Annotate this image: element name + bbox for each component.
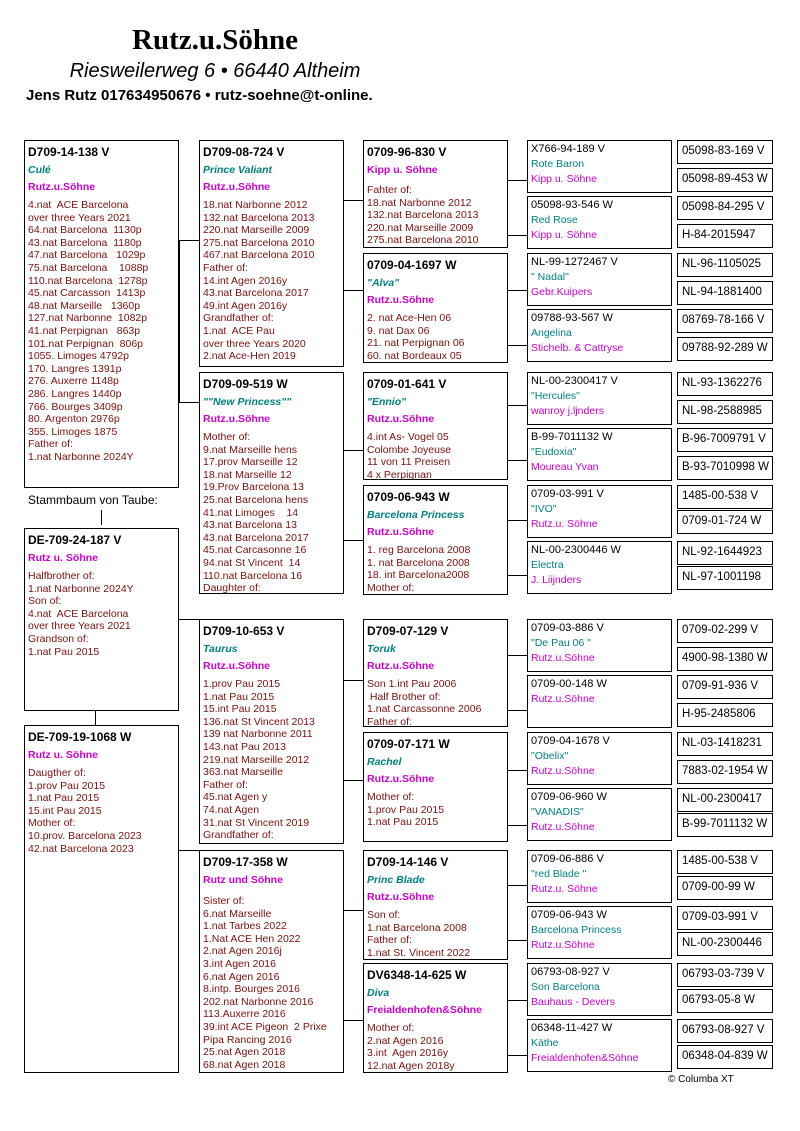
- gen3-card: X766-94-189 V Rote Baron Kipp u. Söhne: [527, 140, 672, 193]
- gen4-ring: 4900-98-1380 W: [677, 647, 773, 671]
- gen4-ring: 7883-02-1954 W: [677, 760, 773, 784]
- breeder-contact: Jens Rutz 017634950676 • rutz-soehne@t-online.: [26, 87, 373, 104]
- gen1-card: D709-10-653 V Taurus Rutz.u.Söhne 1.prov Pau 2015 1.nat Pau 2015 15.int Pau 2015 136.nat St Vincent 2013 139 nat Narbonne 2011 143.nat Pau 2013 219.nat Marseille 2012 363.nat Marseille Father of: 45.nat Agen y 74.nat Agen 31.nat St Vincent 2019 Grandfather of:: [199, 619, 344, 844]
- gen4-ring: 05098-83-169 V: [677, 140, 773, 164]
- result-line: 43.nat Barcelona 1180p: [28, 236, 142, 249]
- gen4-ring: 0709-02-299 V: [677, 619, 773, 643]
- gen4-ring: 1485-00-538 V: [677, 850, 773, 874]
- result-line: 47.nat Barcelona 1029p: [28, 249, 146, 262]
- gen4-ring: 0709-01-724 W: [677, 510, 773, 534]
- result-line: 80. Argenton 2976p: [28, 413, 120, 426]
- results: Daugther of: 1.prov Pau 2015 1.nat Pau 2015 15.int Pau 2015 Mother of: 10.prov. Barcelona 2023 42.nat Barcelona 2023: [28, 767, 142, 855]
- result-line: 4.nat ACE Barcelona: [28, 199, 129, 211]
- result-line: 1.nat Narbonne 2024Y: [28, 450, 134, 463]
- gen4-ring: 05098-84-295 V: [677, 196, 773, 220]
- gen2-card: 0709-07-171 W Rachel Rutz.u.Söhne Mother of: 1.prov Pau 2015 1.nat Pau 2015: [363, 732, 508, 842]
- ring-number: DE-709-19-1068 W: [28, 730, 132, 744]
- gen4-ring: NL-98-2588985: [677, 400, 773, 424]
- gen4-ring: 08769-78-166 V: [677, 309, 773, 333]
- gen4-ring: NL-00-2300417: [677, 788, 773, 812]
- gen4-ring: 1485-00-538 V: [677, 485, 773, 509]
- gen4-ring: B-93-7010998 W: [677, 456, 773, 480]
- gen4-ring: NL-93-1362276: [677, 372, 773, 396]
- gen4-ring: NL-92-1644923: [677, 541, 773, 565]
- gen4-ring: 0709-00-99 W: [677, 876, 773, 900]
- result-line: 286. Langres 1440p: [28, 387, 122, 400]
- gen3-card: 06348-11-427 W Käthe Freialdenhofen&Söhne: [527, 1019, 672, 1072]
- result-line: 276. Auxerre 1148p: [28, 375, 119, 388]
- result-line: 127.nat Narbonne 1082p: [28, 312, 148, 325]
- gen2-card: 0709-04-1697 W "Alva" Rutz.u.Söhne 2. nat Ace-Hen 06 9. nat Dax 06 21. nat Perpignan 06 60. nat Bordeaux 05: [363, 253, 508, 363]
- gen4-ring: NL-96-1105025: [677, 253, 773, 277]
- pigeon-name: Culé: [28, 164, 51, 176]
- gen1-card: D709-17-358 W Rutz und Söhne Sister of: 6.nat Marseille 1.nat Tarbes 2022 1.Nat ACE Hen 2022 2.nat Agen 2016j 3.int Agen 2016 6.nat Agen 2016 8.intp. Bourges 2016 202.nat Narbonne 2016 113.Auxerre 2016 39.int ACE Pigeon 2 Prixe Pipa Rancing 2016 25.nat Agen 2018 68.nat Agen 2018: [199, 850, 344, 1073]
- result-line: over three Years 2021: [28, 211, 131, 224]
- gen3-card: 05098-93-546 W Red Rose Kipp u. Söhne: [527, 196, 672, 249]
- gen4-ring: 0709-03-991 V: [677, 906, 773, 930]
- gen2-card: 0709-96-830 V Kipp u. Söhne Fahter of: 18.nat Narbonne 2012 132.nat Barcelona 2013 220.nat Marseille 2009 275.nat Barcelona 2010: [363, 140, 508, 248]
- results: [28, 199, 178, 463]
- result-line: Father of:: [28, 438, 73, 451]
- gen2-card: 0709-01-641 V "Ennio" Rutz.u.Söhne 4.int As- Vogel 05 Colombe Joyeuse 11 von 11 Preisen 4 x Perpignan: [363, 372, 508, 480]
- gen3-card: 0709-06-943 W Barcelona Princess Rutz.u.Söhne: [527, 906, 672, 959]
- result-line: 45.nat Carcasson 1413p: [28, 287, 146, 300]
- results: Halfbrother of: 1.nat Narbonne 2024Y Son of: 4.nat ACE Barcelona over three Years 2021 Grandson of: 1.nat Pau 2015: [28, 570, 134, 658]
- pigeon-name: Rutz u. Söhne: [28, 552, 98, 564]
- gen4-ring: 09788-92-289 W: [677, 337, 773, 361]
- gen4-ring: 06793-05-8 W: [677, 989, 773, 1013]
- gen2-card: D709-07-129 V Toruk Rutz.u.Söhne Son 1.int Pau 2006 Half Brother of: 1.nat Carcassonne 2006 Father of:: [363, 619, 508, 727]
- gen3-card: NL-99-1272467 V " Nadal" Gebr.Kuipers: [527, 253, 672, 306]
- result-line: 110.nat Barcelona 1278p: [28, 274, 148, 287]
- gen3-card: 0709-03-991 V "IVO" Rutz.u. Söhne: [527, 485, 672, 538]
- gen3-card: 0709-06-960 W "VANADIS" Rutz.u.Söhne: [527, 788, 672, 841]
- gen4-ring: H-95-2485806: [677, 703, 773, 727]
- gen1-card: D709-08-724 V Prince Valiant Rutz.u.Söhne 18.nat Narbonne 2012 132.nat Barcelona 2013 220.nat Marseille 2009 275.nat Barcelona 2010 467.nat Barcelona 2010 Father of: 14.int Agen 2016y 43.nat Barcelona 2017 49.int Agen 2016y Grandfather of: 1.nat ACE Pau over three Years 2020 2.nat Ace-Hen 2019: [199, 140, 344, 367]
- breeder-name: Rutz.u.Söhne: [132, 24, 298, 56]
- result-line: 48.nat Marseille 1360p: [28, 299, 141, 312]
- gen3-card: NL-00-2300417 V "Hercules" wanroy j.ljnders: [527, 372, 672, 425]
- result-line: 101.nat Perpignan 806p: [28, 337, 144, 350]
- gen4-ring: NL-00-2300446: [677, 932, 773, 956]
- ring-number: DE-709-24-187 V: [28, 533, 122, 547]
- subject-pigeon-card: [24, 140, 179, 488]
- gen2-card: 0709-06-943 W Barcelona Princess Rutz.u.Söhne 1. reg Barcelona 2008 1. nat Barcelona 2008 18. int Barcelona2008 Mother of:: [363, 485, 508, 595]
- gen3-card: NL-00-2300446 W Electra J. Liijnders: [527, 541, 672, 594]
- result-line: 1055. Limoges 4792p: [28, 350, 129, 363]
- gen3-card: 0709-04-1678 V "Obelix" Rutz.u.Söhne: [527, 732, 672, 785]
- gen3-card: 0709-06-886 V "red Blade " Rutz.u. Söhne: [527, 850, 672, 903]
- result-line: 355. Limoges 1875: [28, 425, 118, 438]
- gen4-ring: 06793-08-927 V: [677, 1019, 773, 1043]
- result-line: 170. Langres 1391p: [28, 362, 122, 375]
- sire-card: [24, 528, 179, 711]
- gen3-card: B-99-7011132 W "Eudoxia" Moureau Yvan: [527, 428, 672, 481]
- gen4-ring: 0709-91-936 V: [677, 675, 773, 699]
- gen4-ring: 06793-03-739 V: [677, 963, 773, 987]
- dam-card: [24, 725, 179, 1073]
- result-line: 75.nat Barcelona 1088p: [28, 261, 149, 274]
- gen3-card: 09788-93-567 W Angelina Stichelb. & Cattryse: [527, 309, 672, 362]
- gen1-card: D709-09-519 W ""New Princess"" Rutz.u.Söhne Mother of: 9.nat Marseille hens 17.prov Marseille 12 18.nat Marseille 12 19.Prov Barcelona 13 25.nat Barcelona hens 41.nat Limoges 14 43.nat Barcelona 13 43.nat Barcelona 2017 45.nat Carcasonne 16 94.nat St Vincent 14 110.nat Barcelona 16 Daughter of:: [199, 372, 344, 594]
- gen4-ring: H-84-2015947: [677, 224, 773, 248]
- gen3-card: 06793-08-927 V Son Barcelona Bauhaus - Devers: [527, 963, 672, 1016]
- gen2-card: D709-14-146 V Princ Blade Rutz.u.Söhne Son of: 1.nat Barcelona 2008 Father of: 1.nat St. Vincent 2022: [363, 850, 508, 960]
- breeder-address: Riesweilerweg 6 • 66440 Altheim: [69, 60, 361, 82]
- pigeon-name: Rutz u. Söhne: [28, 749, 98, 761]
- result-line: 64.nat Barcelona 1130p: [28, 224, 142, 237]
- gen3-card: 0709-00-148 W Rutz.u.Söhne: [527, 675, 672, 728]
- gen4-ring: B-96-7009791 V: [677, 428, 773, 452]
- gen4-ring: NL-94-1881400: [677, 281, 773, 305]
- result-line: 41.nat Perpignan 863p: [28, 324, 141, 337]
- copyright: © Columba XT: [668, 1074, 734, 1085]
- result-line: 766. Bourges 3409p: [28, 400, 123, 413]
- breeder: Rutz.u.Söhne: [28, 181, 96, 193]
- gen4-ring: 05098-89-453 W: [677, 168, 773, 192]
- gen4-ring: NL-97-1001198: [677, 566, 773, 590]
- gen2-card: DV6348-14-625 W Diva Freialdenhofen&Söhne Mother of: 2.nat Agen 2016 3.int Agen 2016y 12.nat Agen 2018y: [363, 963, 508, 1073]
- gen3-card: 0709-03-886 V "De Pau 06 " Rutz.u.Söhne: [527, 619, 672, 672]
- pedigree-label: Stammbaum von Taube:: [28, 493, 158, 507]
- ring-number: D709-14-138 V: [28, 145, 110, 159]
- gen4-ring: B-99-7011132 W: [677, 813, 773, 837]
- gen4-ring: 06348-04-839 W: [677, 1045, 773, 1069]
- gen4-ring: NL-03-1418231: [677, 732, 773, 756]
